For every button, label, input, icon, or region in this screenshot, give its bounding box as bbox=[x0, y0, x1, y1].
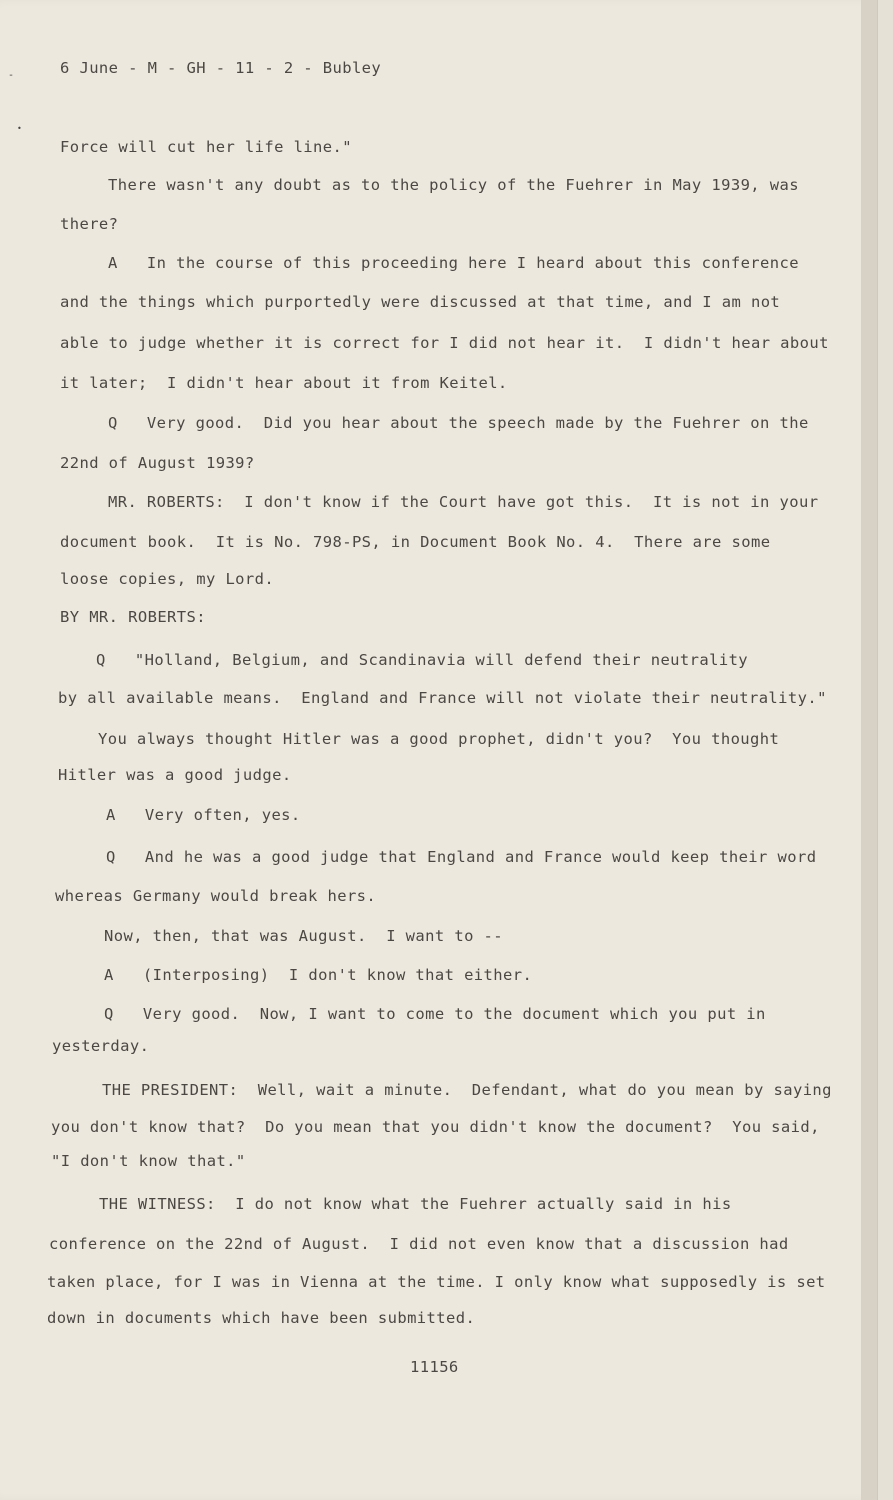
text-line: Q Very good. Now, I want to come to the document which you put in bbox=[104, 1005, 766, 1023]
text-line: MR. ROBERTS: I don't know if the Court have got this. It is not in your bbox=[108, 493, 819, 511]
text-line: Q "Holland, Belgium, and Scandinavia will defend their neutrality bbox=[96, 651, 749, 669]
text-line: taken place, for I was in Vienna at the time. I only know what supposedly is set bbox=[47, 1273, 826, 1291]
text-line: Now, then, that was August. I want to -- bbox=[104, 927, 504, 945]
text-line: A (Interposing) I don't know that either. bbox=[104, 966, 533, 984]
text-line: document book. It is No. 798-PS, in Document Book No. 4. There are some bbox=[60, 533, 771, 551]
text-line: yesterday. bbox=[52, 1037, 150, 1055]
text-line: down in documents which have been submitted. bbox=[47, 1309, 476, 1327]
text-line: THE WITNESS: I do not know what the Fuehrer actually said in his bbox=[99, 1195, 732, 1213]
text-line: A In the course of this proceeding here I heard about this conference bbox=[108, 254, 799, 272]
margin-dot-mark: • bbox=[17, 124, 22, 133]
page-number: 11156 bbox=[410, 1358, 459, 1376]
text-line: You always thought Hitler was a good prophet, didn't you? You thought bbox=[98, 730, 780, 748]
text-line: Force will cut her life line." bbox=[60, 138, 352, 156]
text-line: and the things which purportedly were discussed at that time, and I am not bbox=[60, 293, 781, 311]
text-line: THE PRESIDENT: Well, wait a minute. Defendant, what do you mean by saying bbox=[102, 1081, 832, 1099]
text-line: conference on the 22nd of August. I did not even know that a discussion had bbox=[49, 1235, 789, 1253]
text-line: Q And he was a good judge that England and France would keep their word bbox=[106, 848, 817, 866]
text-line: whereas Germany would break hers. bbox=[55, 887, 377, 905]
text-line: Q Very good. Did you hear about the speech made by the Fuehrer on the bbox=[108, 414, 809, 432]
page-header-slug: 6 June - M - GH - 11 - 2 - Bubley bbox=[60, 59, 382, 77]
page-edge-strip bbox=[861, 0, 877, 1500]
text-line: able to judge whether it is correct for I did not hear it. I didn't hear about bbox=[60, 334, 829, 352]
text-line: you don't know that? Do you mean that you didn't know the document? You said, bbox=[51, 1118, 820, 1136]
text-line: loose copies, my Lord. bbox=[60, 570, 275, 588]
text-line: "I don't know that." bbox=[51, 1152, 246, 1170]
text-line: There wasn't any doubt as to the policy of the Fuehrer in May 1939, was bbox=[108, 176, 799, 194]
text-line: Hitler was a good judge. bbox=[58, 766, 292, 784]
text-line: by all available means. England and France will not violate their neutrality." bbox=[58, 689, 827, 707]
text-line: BY MR. ROBERTS: bbox=[60, 608, 206, 626]
text-line: there? bbox=[60, 215, 119, 233]
text-line: it later; I didn't hear about it from Keitel. bbox=[60, 374, 508, 392]
margin-tick-mark: - bbox=[8, 70, 15, 81]
text-line: A Very often, yes. bbox=[106, 806, 301, 824]
text-line: 22nd of August 1939? bbox=[60, 454, 255, 472]
